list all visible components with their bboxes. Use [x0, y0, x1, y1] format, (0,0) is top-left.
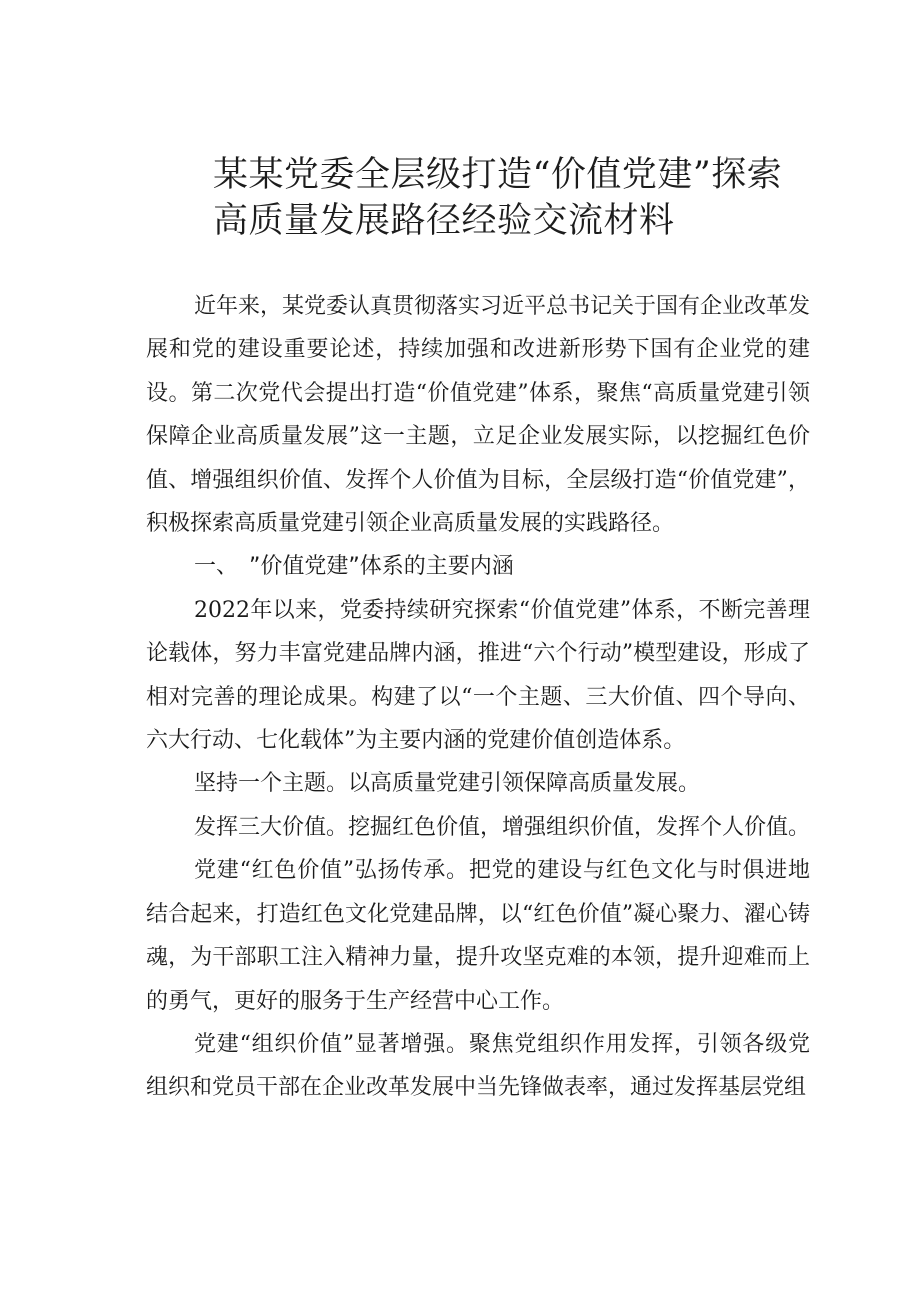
body-paragraph: 党建“组织价值”显著增强。聚焦党组织作用发挥，引领各级党组织和党员干部在企业改革发展中当先锋做表率，通过发挥基层党组	[146, 1031, 810, 1101]
document-title	[213, 152, 853, 244]
section-heading-1	[146, 545, 810, 588]
section-number: 一、	[194, 554, 228, 580]
body-paragraph: 坚持一个主题。以高质量党建引领保障高质量发展。	[194, 771, 701, 797]
document-body	[146, 285, 810, 1110]
title-line-1: 某某党委全层级打造“价值党建”探索	[213, 155, 783, 195]
body-paragraph: 2022年以来，党委持续研究探索“价值党建”体系，不断完善理论载体，努力丰富党建品牌内涵，推进“六个行动”模型建设，形成了相对完善的理论成果。构建了以“一个主题、三大价值、四个导向、六大行动、七化载体”为主要内涵的党建价值创造体系。	[146, 597, 810, 754]
title-line-2: 高质量发展路径经验交流材料	[213, 201, 675, 241]
body-paragraph: 发挥三大价值。挖掘红色价值，增强组织价值，发挥个人价值。	[194, 814, 811, 840]
section-title: ”价值党建”体系的主要内涵	[249, 554, 514, 580]
body-paragraph: 党建“红色价值”弘扬传承。把党的建设与红色文化与时俱进地结合起来，打造红色文化党建品牌，以“红色价值”凝心聚力、濯心铸魂，为干部职工注入精神力量，提升攻坚克难的本领，提升迎难而上的勇气，更好的服务于生产经营中心工作。	[146, 858, 810, 1014]
intro-paragraph: 近年来，某党委认真贯彻落实习近平总书记关于国有企业改革发展和党的建设重要论述，持续加强和改进新形势下国有企业党的建设。第二次党代会提出打造“价值党建”体系，聚焦“高质量党建引领保障企业高质量发展”这一主题，立足企业发展实际，以挖掘红色价值、增强组织价值、发挥个人价值为目标，全层级打造“价值党建”，积极探索高质量党建引领企业高质量发展的实践路径。	[146, 294, 811, 537]
